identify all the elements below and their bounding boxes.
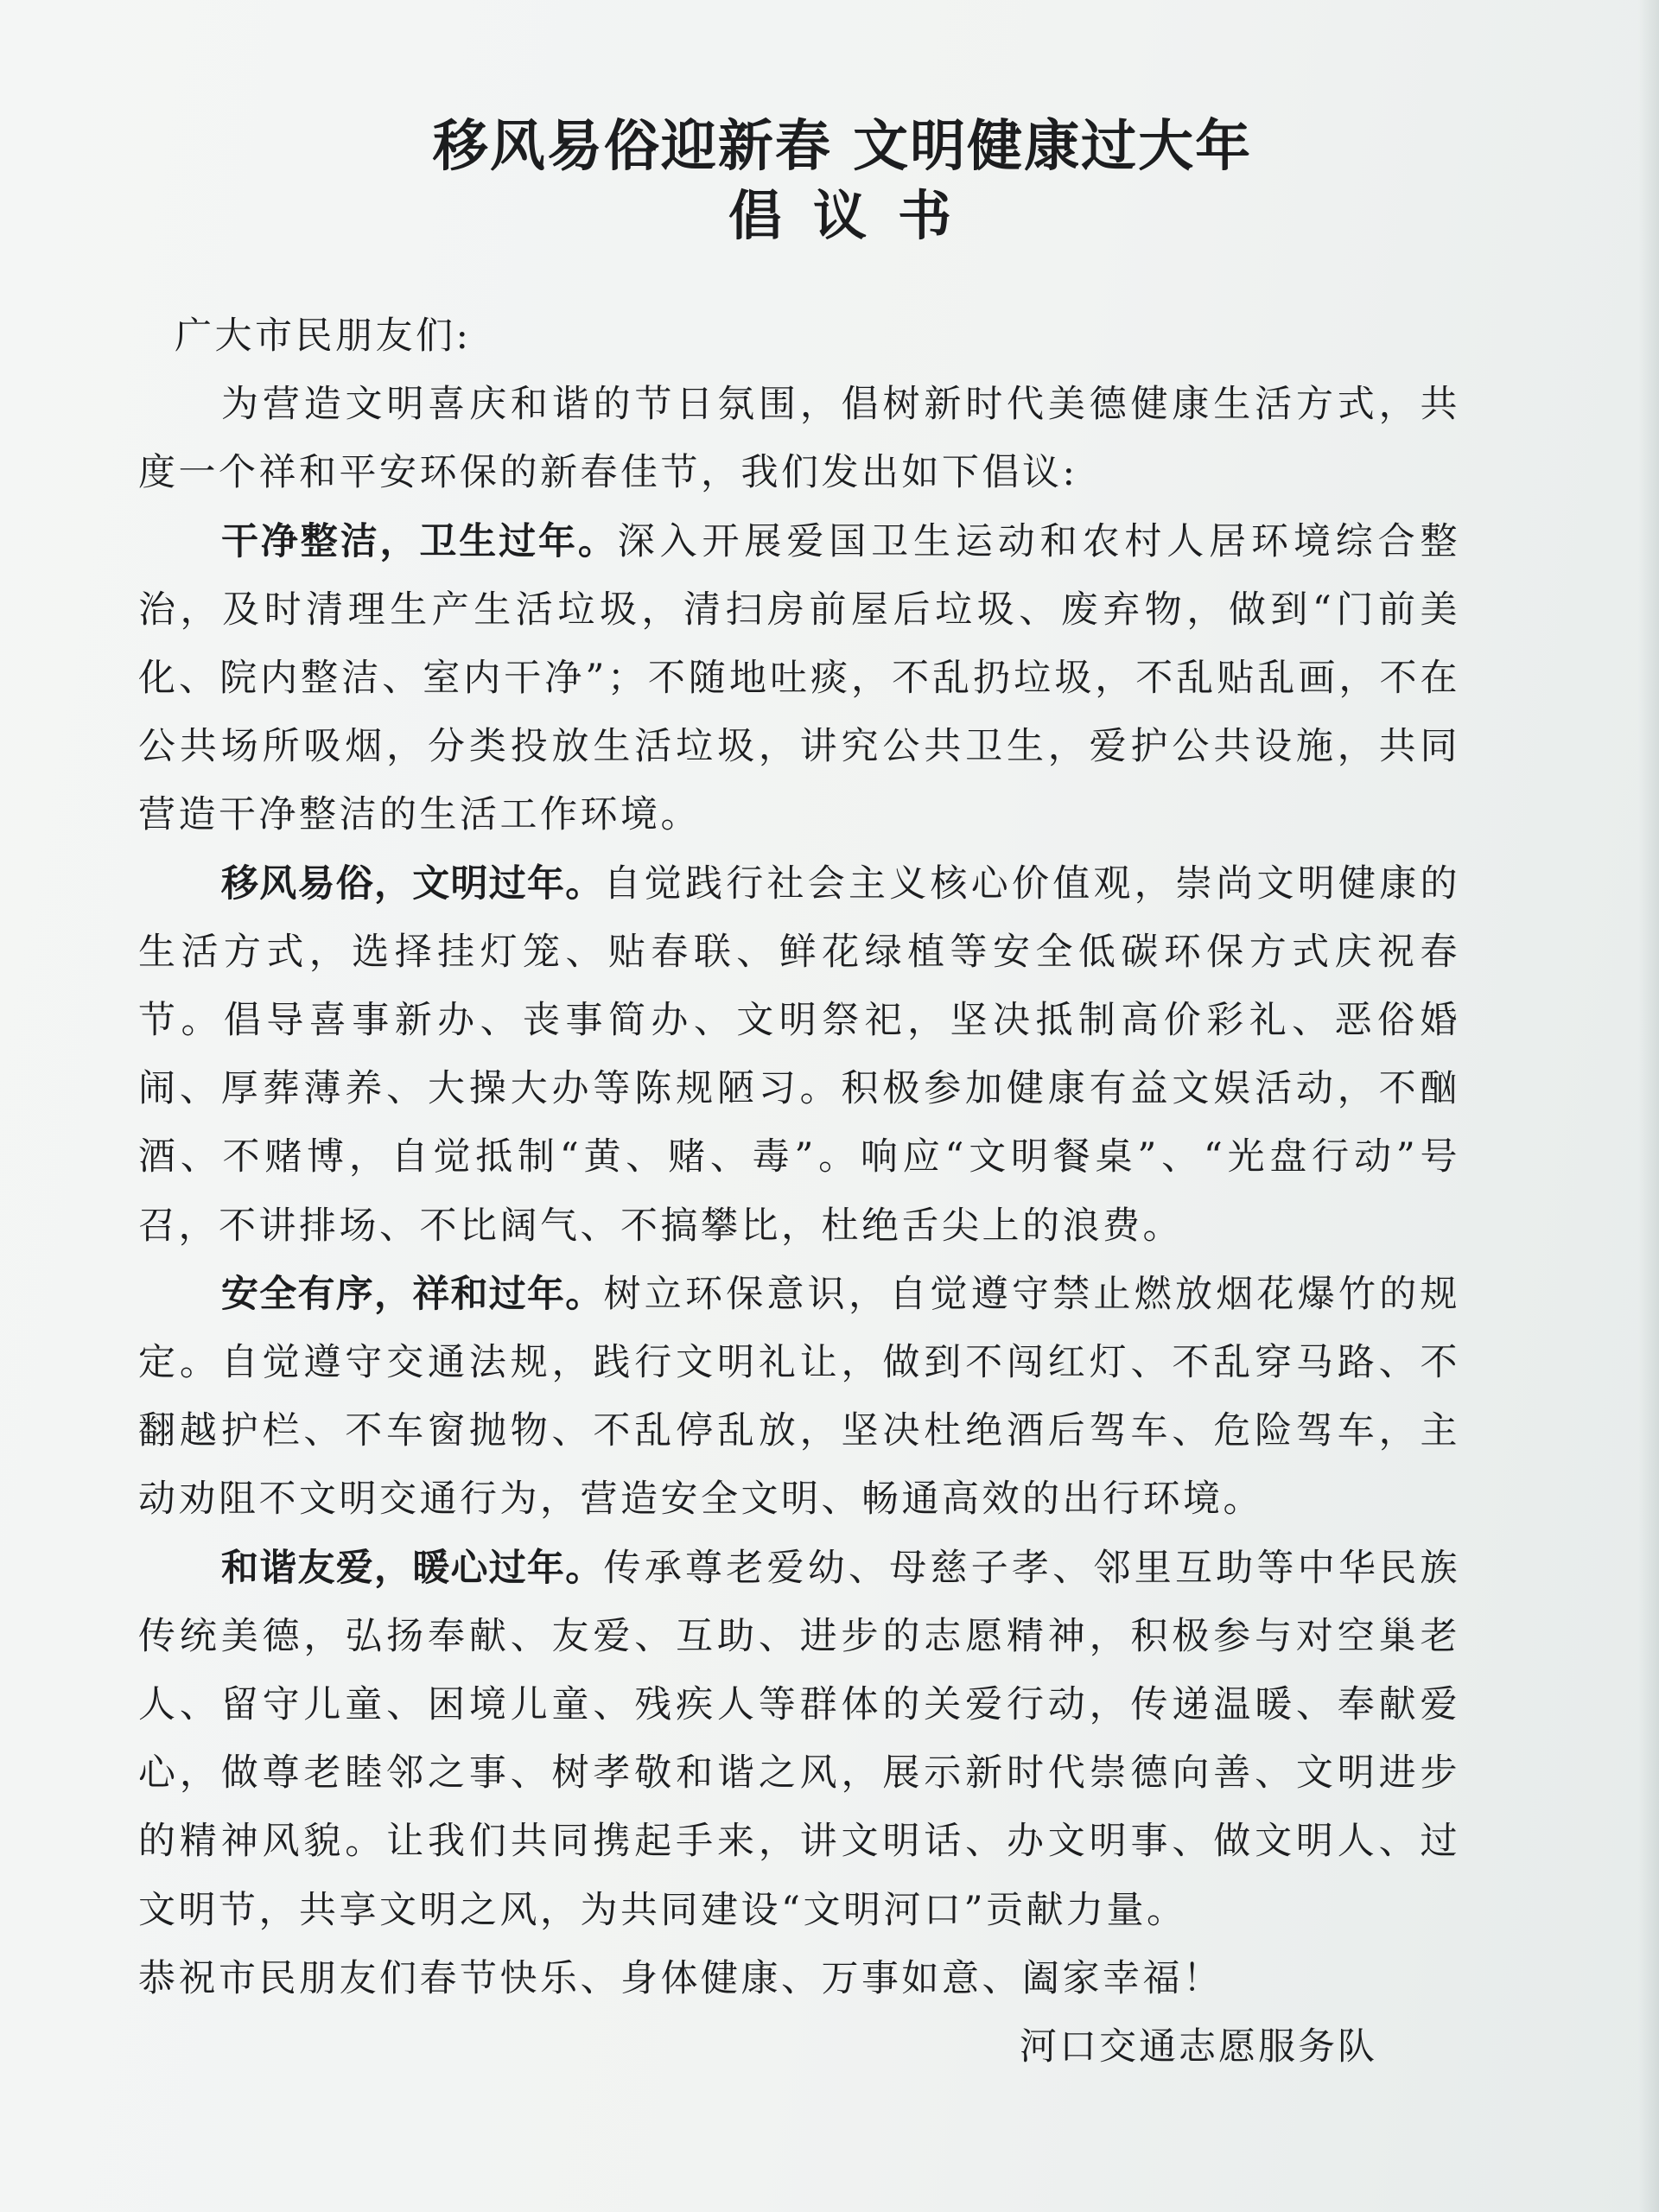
document-subtitle: 倡议书: [728, 184, 982, 247]
section-paragraph-customs: [138, 850, 1460, 1261]
section-paragraph-hygiene: [138, 508, 1460, 850]
section-text-harmony: 传承尊老爱幼、母慈子孝、邻里互助等中华民族传统美德，弘扬奉献、友爱、互助、进步的志愿精神，积极参与对空巢老人、留守儿童、困境儿童、残疾人等群体的关爱行动，传递温暖、奉献爱心，做尊老睦邻之事、树孝敬和谐之风，展示新时代崇德向善、文明进步的精神风貌。让我们共同携起手来，讲文明话、办文明事、做文明人、过文明节，共享文明之风，为共同建设“文明河口”贡献力量。: [138, 1546, 1460, 1932]
section-heading-safety: 安全有序，祥和过年。: [221, 1272, 604, 1316]
section-paragraph-harmony: [138, 1535, 1460, 1945]
document-title: 移风易俗迎新春 文明健康过大年: [432, 114, 1253, 179]
signature: 河口交通志愿服务队: [1020, 2025, 1377, 2069]
section-text-safety: 树立环保意识，自觉遵守禁止燃放烟花爆竹的规定。自觉遵守交通法规，践行文明礼让，做到不闯红灯、不乱穿马路、不翻越护栏、不车窗抛物、不乱停乱放，坚决杜绝酒后驾车、危险驾车，主动劝阻不文明交通行为，营造安全文明、畅通高效的出行环境。: [138, 1272, 1460, 1522]
document-body: [138, 302, 1460, 2013]
section-text-customs: 自觉践行社会主义核心价值观，崇尚文明健康的生活方式，选择挂灯笼、贴春联、鲜花绿植等安全低碳环保方式庆祝春节。倡导喜事新办、丧事简办、文明祭祀，坚决抵制高价彩礼、恶俗婚闹、厚葬薄养、大操大办等陈规陋习。积极参加健康有益文娱活动，不酗酒、不赌博，自觉抵制“黄、赌、毒”。响应“文明餐桌”、“光盘行动”号召，不讲排场、不比阔气、不搞攀比，杜绝舌尖上的浪费。: [138, 861, 1460, 1248]
intro-paragraph: 为营造文明喜庆和谐的节日氛围，倡树新时代美德健康生活方式，共度一个祥和平安环保的新春佳节，我们发出如下倡议:: [138, 383, 1460, 495]
paper-fold-shadow: [1638, 0, 1659, 2212]
closing-line: 恭祝市民朋友们春节快乐、身体健康、万事如意、阖家幸福！: [138, 1956, 1224, 2000]
section-heading-harmony: 和谐友爱，暖心过年。: [221, 1546, 604, 1590]
section-text-hygiene: 深入开展爱国卫生运动和农村人居环境综合整治，及时清理生产生活垃圾，清扫房前屋后垃圾、废弃物，做到“门前美化、院内整洁、室内干净”；不随地吐痰，不乱扔垃圾，不乱贴乱画，不在公共场所吸烟，分类投放生活垃圾，讲究公共卫生，爱护公共设施，共同营造干净整洁的生活工作环境。: [138, 519, 1461, 837]
greeting: 广大市民朋友们:: [175, 315, 472, 358]
section-heading-customs: 移风易俗，文明过年。: [221, 861, 604, 906]
section-paragraph-safety: [138, 1261, 1460, 1535]
section-heading-hygiene: 干净整洁，卫生过年。: [221, 519, 618, 563]
